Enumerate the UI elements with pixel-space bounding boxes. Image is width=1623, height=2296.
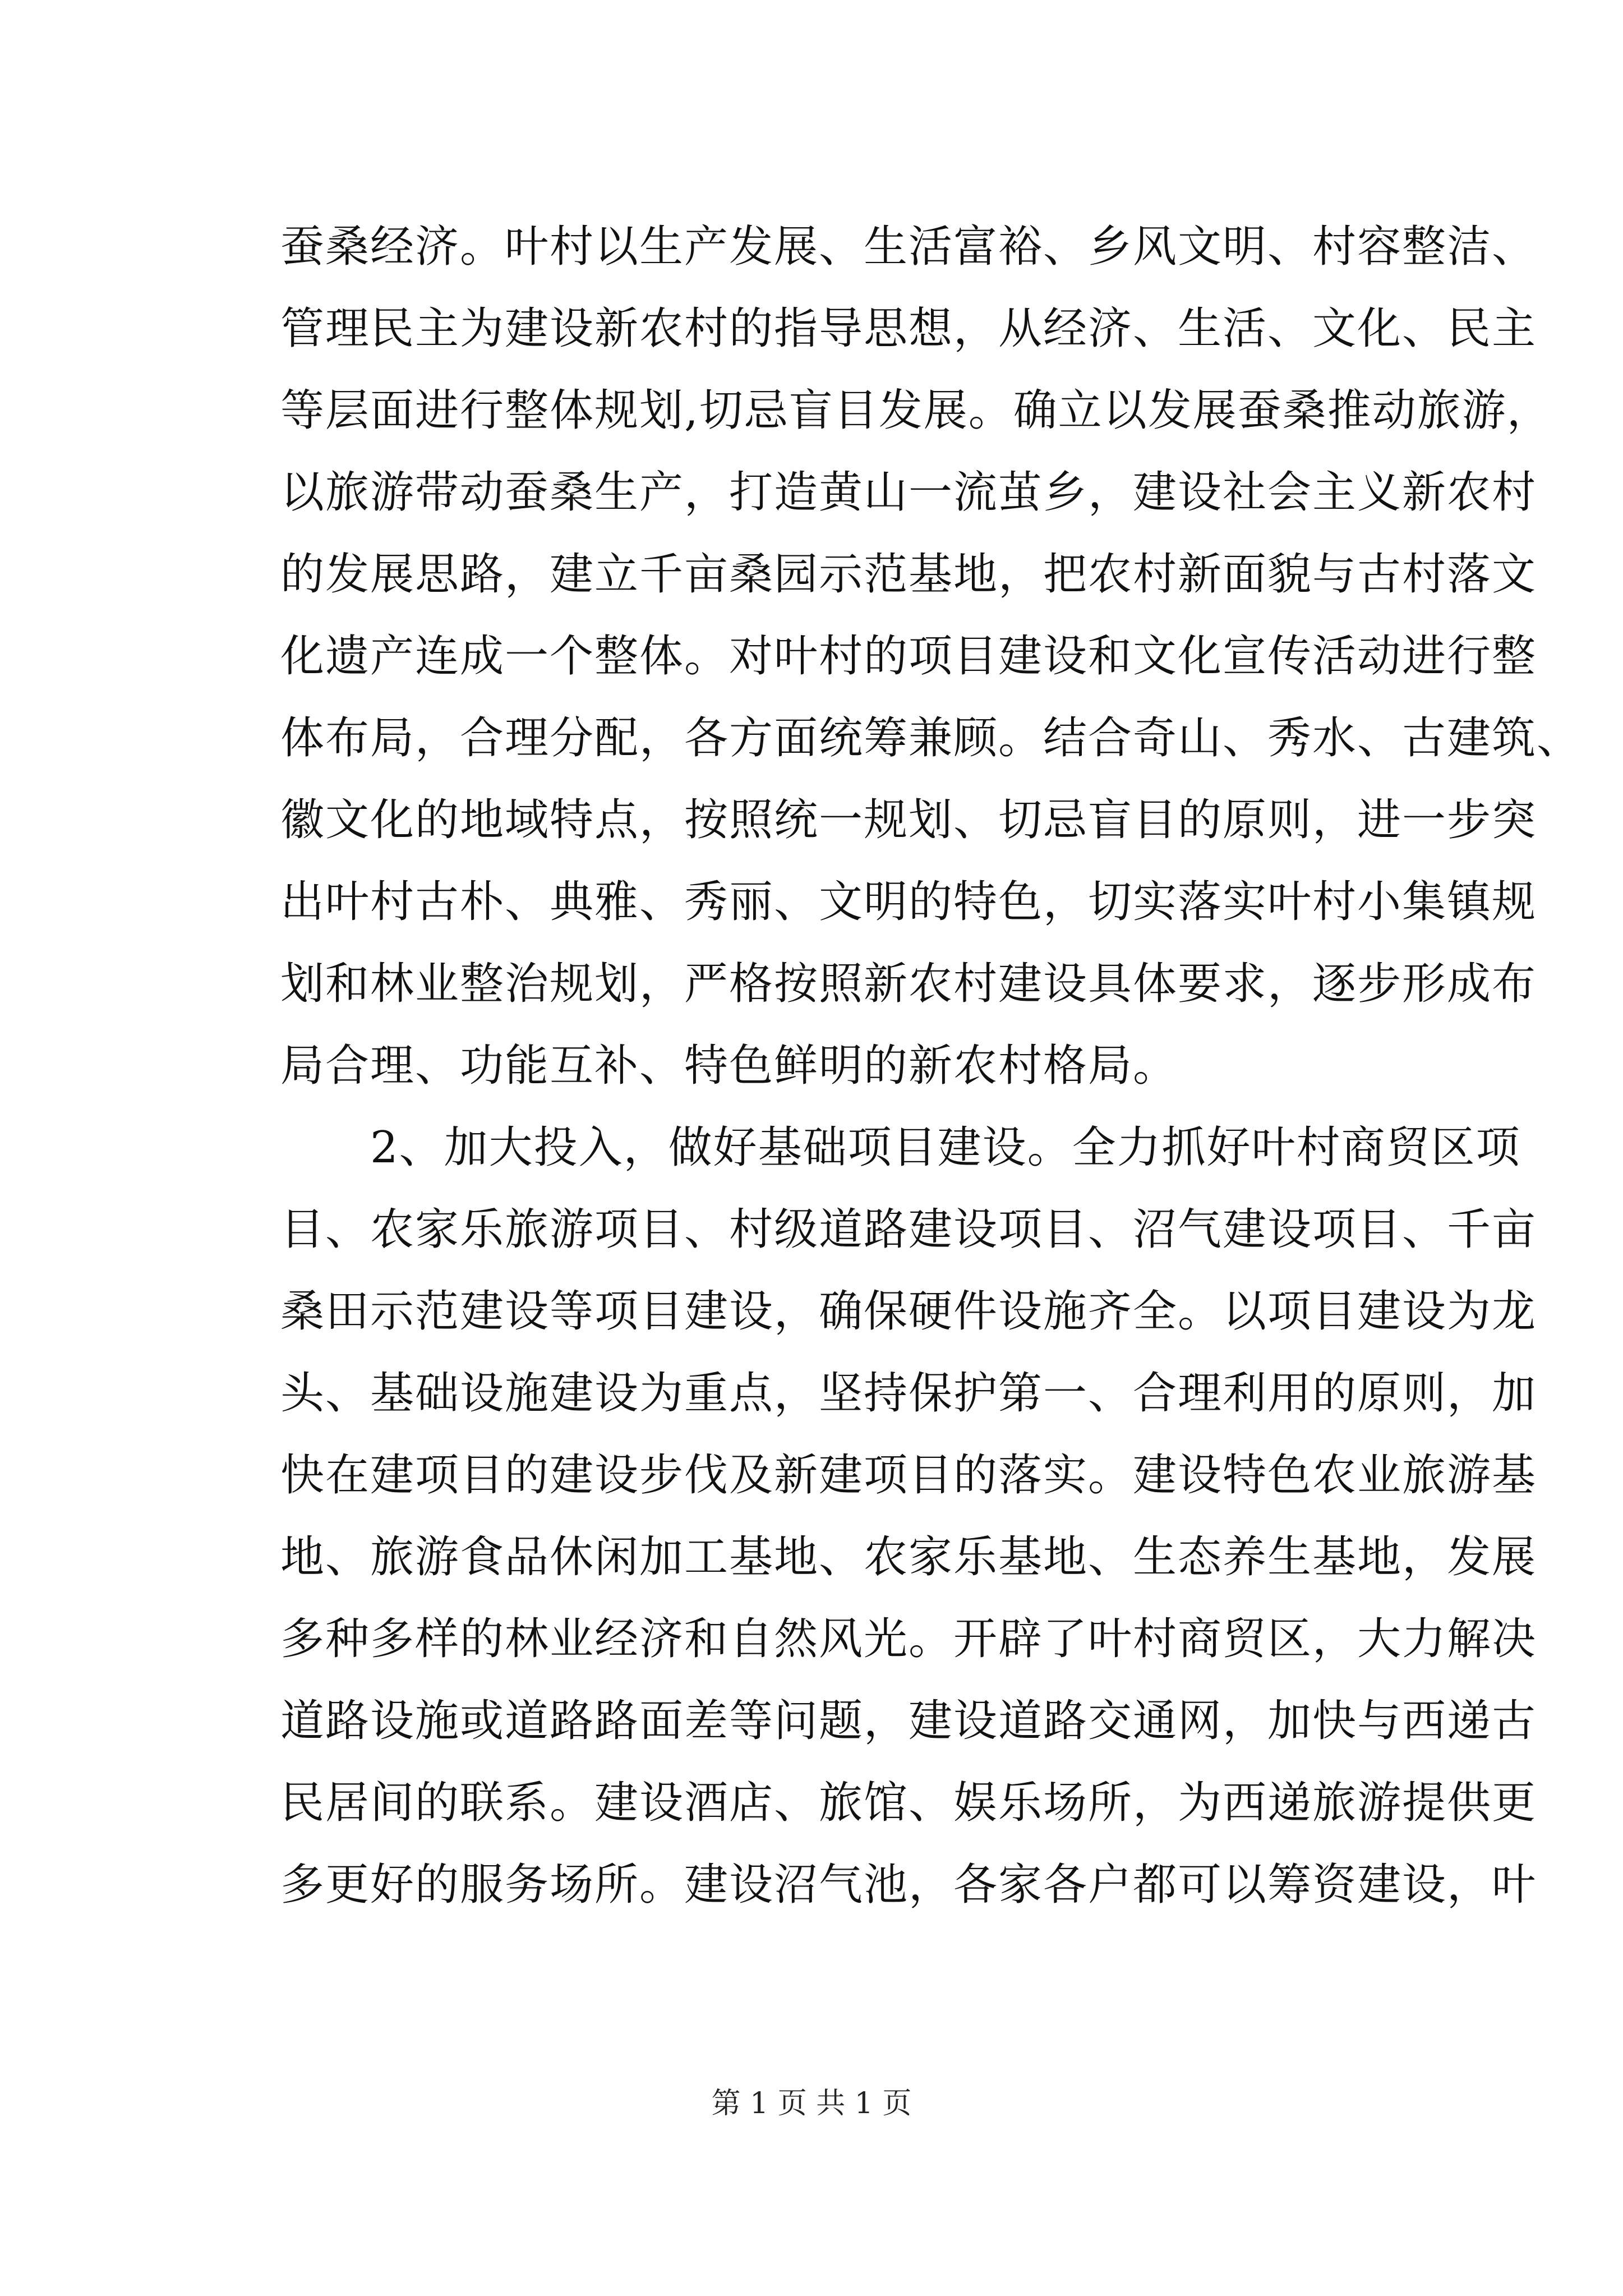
paragraph-first-line: 2、加大投入，做好基础项目建设。全力抓好叶村商贸区项	[370, 1122, 1521, 1173]
text-line: 徽文化的地域特点，按照统一规划、切忌盲目的原则，进一步突	[280, 795, 1537, 845]
text-line: 划和林业整治规划，严格按照新农村建设具体要求，逐步形成布	[280, 959, 1537, 1009]
text-line: 管理民主为建设新农村的指导思想，从经济、生活、文化、民主	[280, 303, 1537, 354]
text-line: 民居间的联系。建设酒店、旅馆、娱乐场所，为西递旅游提供更	[280, 1778, 1537, 1828]
text-line: 体布局，合理分配，各方面统筹兼顾。结合奇山、秀水、古建筑、	[280, 713, 1582, 763]
text-line: 快在建项目的建设步伐及新建项目的落实。建设特色农业旅游基	[280, 1450, 1537, 1501]
text-line: 的发展思路，建立千亩桑园示范基地，把农村新面貌与古村落文	[280, 549, 1537, 600]
page-footer: 第 1 页 共 1 页	[711, 2087, 912, 2120]
text-line: 蚕桑经济。叶村以生产发展、生活富裕、乡风文明、村容整洁、	[280, 222, 1537, 272]
text-line: 化遗产连成一个整体。对叶村的项目建设和文化宣传活动进行整	[280, 631, 1537, 682]
text-line: 桑田示范建设等项目建设，确保硬件设施齐全。以项目建设为龙	[280, 1286, 1537, 1337]
text-line: 地、旅游食品休闲加工基地、农家乐基地、生态养生基地，发展	[280, 1532, 1537, 1582]
text-line: 以旅游带动蚕桑生产，打造黄山一流茧乡，建设社会主义新农村	[280, 467, 1537, 518]
text-line: 多种多样的林业经济和自然风光。开辟了叶村商贸区，大力解决	[280, 1614, 1537, 1664]
text-line: 道路设施或道路路面差等问题，建设道路交通网，加快与西递古	[280, 1696, 1537, 1746]
text-line: 等层面进行整体规划,切忌盲目发展。确立以发展蚕桑推动旅游，	[280, 385, 1552, 436]
text-line: 头、基础设施建设为重点，坚持保护第一、合理利用的原则，加	[280, 1368, 1537, 1419]
text-line: 多更好的服务场所。建设沼气池，各家各户都可以筹资建设，叶	[280, 1860, 1537, 1910]
text-line: 局合理、功能互补、特色鲜明的新农村格局。	[280, 1041, 1178, 1091]
text-line: 出叶村古朴、典雅、秀丽、文明的特色，切实落实叶村小集镇规	[280, 877, 1537, 927]
text-line: 目、农家乐旅游项目、村级道路建设项目、沼气建设项目、千亩	[280, 1204, 1537, 1255]
